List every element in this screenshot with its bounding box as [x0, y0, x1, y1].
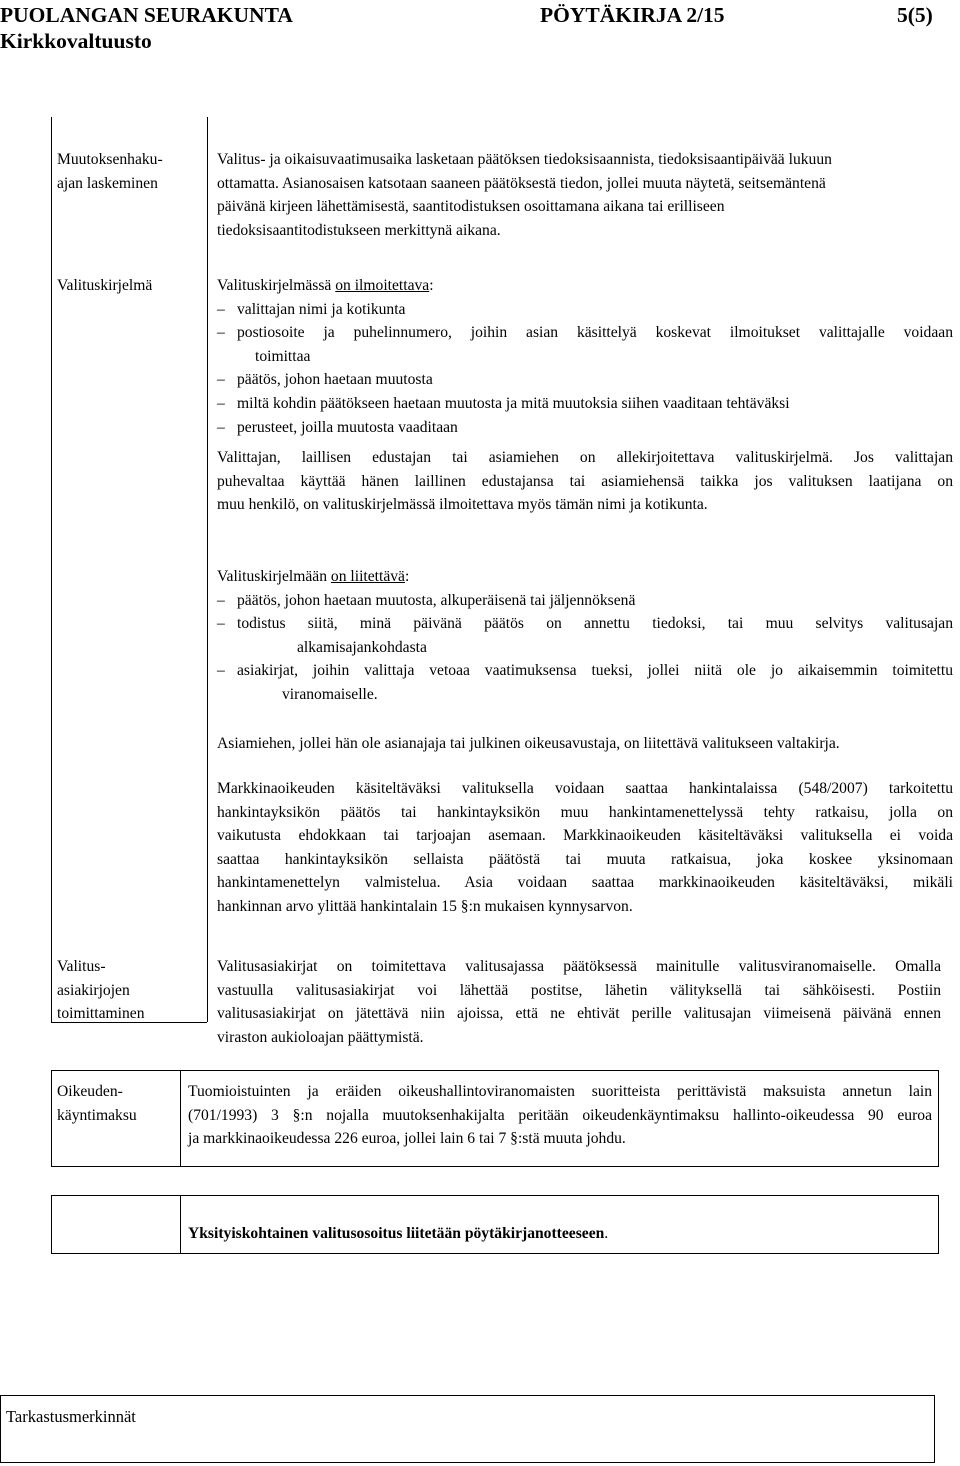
list-item: – perusteet, joilla muutosta vaaditaan — [217, 418, 458, 436]
list-item: – miltä kohdin päätökseen haetaan muutosta ja mitä muutoksia siihen vaaditaan tehtäväksi — [217, 394, 790, 412]
valituskirjelma-paragraph-signature: Valittajan, laillisen edustajan tai asiamiehen on allekirjoitettava valituskirjelmä. Jos valittajan puhevaltaa käyttää hänen laillinen edustajansa tai asiamiehensä taikka jos valituksen laatijana on muu henkilö, on valituskirjelmässä ilmoitettava myös tämän nimi ja kotikunta. — [217, 449, 953, 514]
list-item: – todistus siitä, minä päivänä päätös on annettu tiedoksi, tai muu selvitys valitusajan — [217, 615, 953, 633]
list-item: – asiakirjat, joihin valittaja vetoaa vaatimuksensa tueksi, jollei niitä ole jo aikaisemmin toimitettu — [217, 662, 953, 680]
list-item: – postiosoite ja puhelinnumero, joihin asian käsittelyä koskevat ilmoitukset valittajalle voidaan — [217, 324, 953, 342]
label-kayntimaksu: Oikeuden- käyntimaksu — [57, 1083, 137, 1124]
list-item: – valittajan nimi ja kotikunta — [217, 300, 406, 318]
document-title: PÖYTÄKIRJA 2/15 — [540, 3, 725, 27]
label-toimittaminen: Valitus- asiakirjojen toimittaminen — [57, 958, 145, 1023]
note-divider — [180, 1195, 181, 1254]
list-item-continuation: alkamisajankohdasta — [297, 638, 427, 656]
valituskirjelma-attachments — [217, 565, 953, 707]
text-toimittaminen: Valitusasiakirjat on toimitettava valitusajassa päätöksessä mainitulle valitusviranomaiselle. Omalla vastuulla valitusasiakirjat voi lähettää postitse, lähetin välityksellä tai sähköisesti. Postiin valitusasiakirjat on jätettävä niin ajoissa, että ne ehtivät perille valitusajan viimeisenä päivänä ennen viraston aukioloajan päättymistä. — [217, 958, 941, 1046]
text-kayntimaksu: Tuomioistuinten ja eräiden oikeushallintoviranomaisten suoritteista perittävistä maksuista annetun lain (701/1993) 3 §:n nojalla muutoksenhakijalta peritään oikeudenkäyntimaksu hallinto-oikeudessa 90 euroa ja markkinaoikeudessa 226 euroa, jollei lain 6 tai 7 §:stä muuta johdu. — [188, 1083, 932, 1148]
list-item-continuation: viranomaiselle. — [282, 685, 378, 703]
text-muutoksenhaku: Valitus- ja oikaisuvaatimusaika lasketaan päätöksen tiedoksisaannista, tiedoksisaantipäivää lukuun ottamatta. Asianosaisen katsotaan saaneen päätöksestä tiedon, jollei muuta näytetä, seitsemäntenä päivänä kirjeen lähettämisestä, saantitodistuksen osoittamana aikana tai erilliseen tiedoksisaantitodistukseen merkittynä aikana. — [217, 151, 832, 239]
valituskirjelma-paragraph-power-of-attorney: Asiamiehen, jollei hän ole asianajaja tai julkinen oikeusavustaja, on liitettävä valitukseen valtakirja. — [217, 735, 840, 752]
label-tarkastus: Tarkastusmerkinnät — [6, 1407, 136, 1426]
table-left-border — [51, 117, 52, 1022]
valituskirjelma-list — [217, 274, 953, 439]
list-item: – päätös, johon haetaan muutosta — [217, 371, 433, 389]
body-name: Kirkkovaltuusto — [0, 29, 152, 53]
note-text: Yksityiskohtainen valitusosoitus liitetään pöytäkirjanotteeseen. — [188, 1225, 609, 1242]
org-name: PUOLANGAN SEURAKUNTA — [0, 3, 293, 27]
list-item-continuation: toimittaa — [255, 347, 311, 365]
list-item: – päätös, johon haetaan muutosta, alkuperäisenä tai jäljennöksenä — [217, 591, 636, 609]
valituskirjelma-intro: Valituskirjelmässä on ilmoitettava: — [217, 277, 434, 294]
label-valituskirjelma: Valituskirjelmä — [57, 277, 153, 294]
page-number: 5(5) — [897, 3, 933, 27]
attachments-intro: Valituskirjelmään on liitettävä: — [217, 568, 410, 585]
table-column-divider — [207, 117, 208, 1022]
label-muutoksenhaku: Muutoksenhaku- ajan laskeminen — [57, 151, 163, 192]
valituskirjelma-paragraph-markkinaoikeus: Markkinaoikeuden käsiteltäväksi valituksella voidaan saattaa hankintalaissa (548/2007) tarkoitettu hankintayksikön päätös tai hankintayksikön muu hankintamenettelyssä tehty ratkaisu, jolla on vaikutusta ehdokkaan tai tarjoajan asemaan. Markkinaoikeuden käsiteltäväksi valituksella ei voida saattaa hankintayksikön sellaista päätöstä tai muuta ratkaisua, joka koskee yksinomaan hankintamenettelyn valmistelua. Asia voidaan saattaa markkinaoikeuden käsiteltäväksi, mikäli hankinnan arvo ylittää hankintalain 15 §:n mukaisen kynnysarvon. — [217, 780, 953, 915]
